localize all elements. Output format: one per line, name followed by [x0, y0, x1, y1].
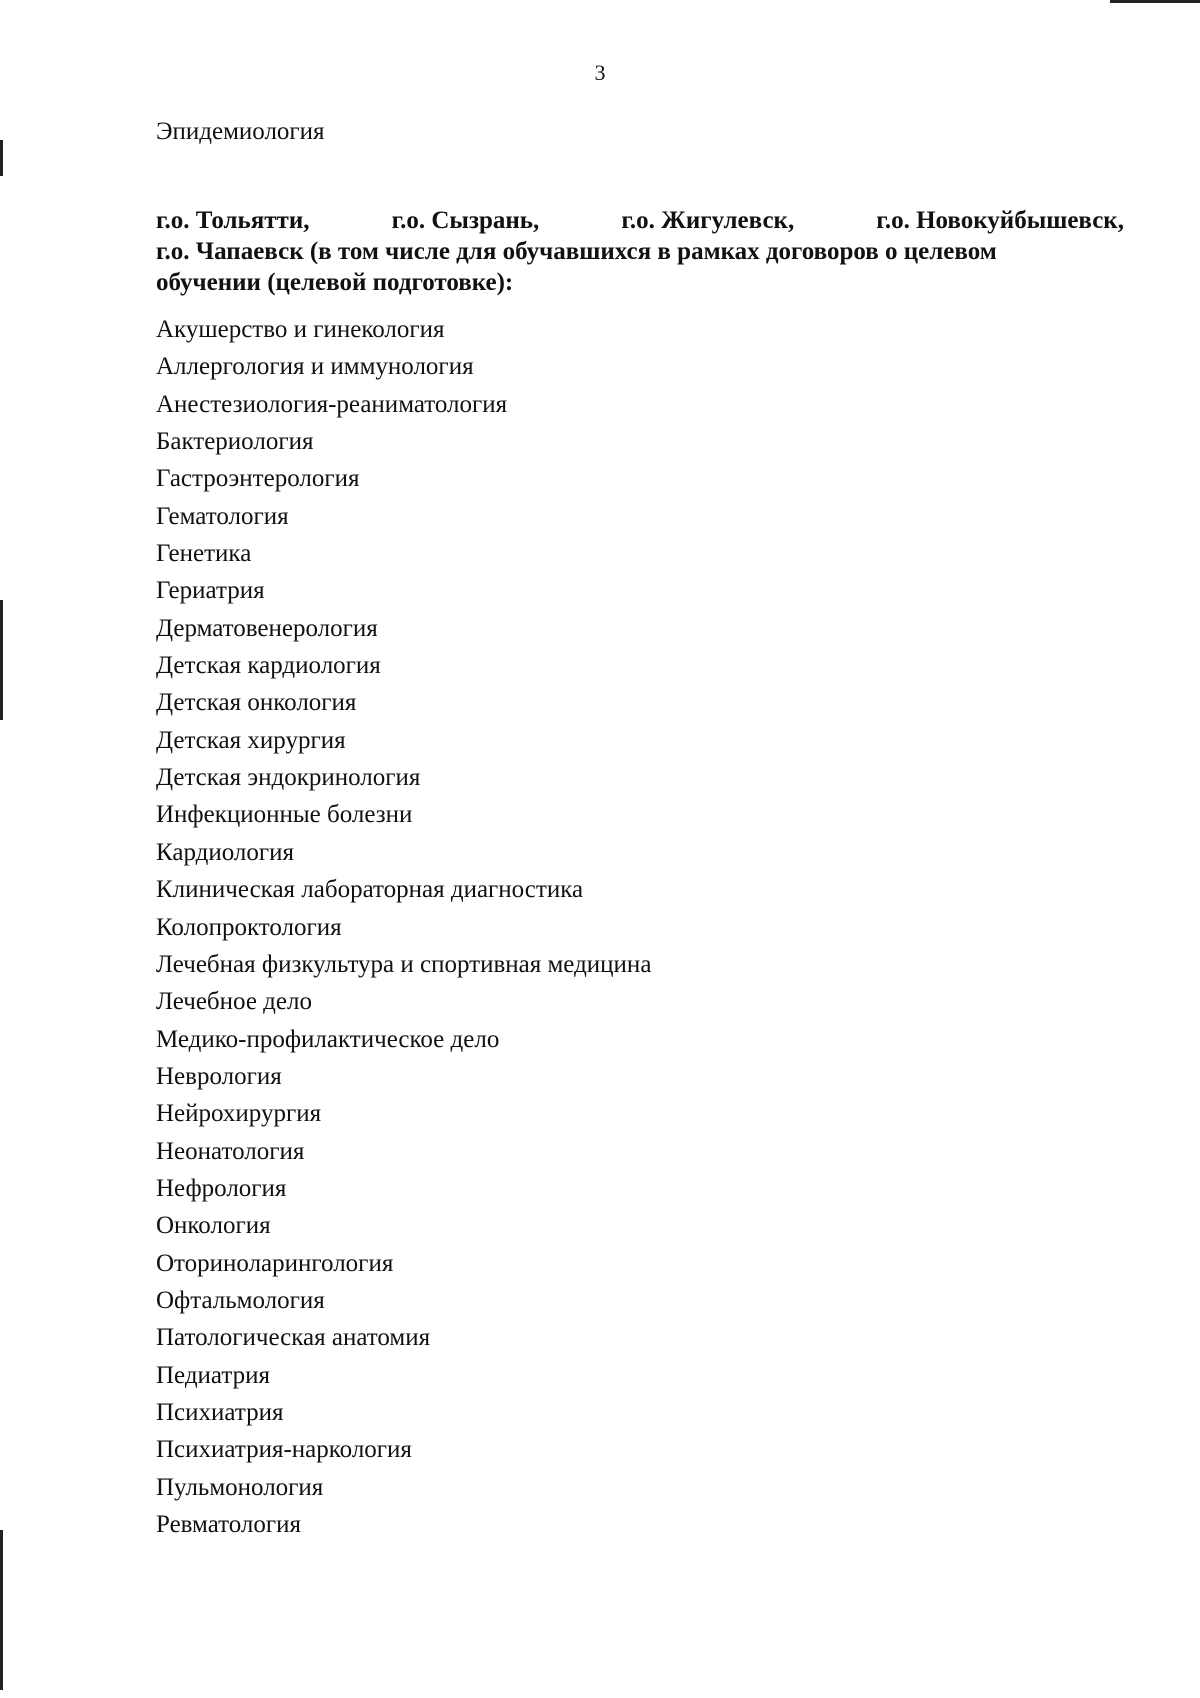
specialty-item: Психиатрия: [156, 1398, 284, 1426]
specialty-item: Колопроктология: [156, 913, 342, 941]
specialty-item: Патологическая анатомия: [156, 1324, 431, 1352]
specialty-item: Онкология: [156, 1212, 271, 1240]
specialty-item: Детская кардиология: [156, 652, 381, 680]
page-number: 3: [594, 60, 606, 85]
specialty-item: Генетика: [156, 540, 252, 568]
specialty-item: Нефрология: [156, 1174, 287, 1202]
specialty-item: Анестезиология-реаниматология: [156, 390, 508, 418]
specialty-item: Неврология: [156, 1062, 282, 1090]
specialty-item: Аллергология и иммунология: [156, 353, 474, 381]
heading-city: г.о. Сызрань,: [391, 207, 540, 234]
specialty-item: Неонатология: [156, 1137, 305, 1165]
specialty-item: Детская онкология: [156, 689, 357, 717]
specialty-item: Педиатрия: [156, 1361, 270, 1389]
specialty-item: Дерматовенерология: [156, 614, 378, 642]
specialty-item: Ревматология: [156, 1511, 302, 1538]
specialty-item: Лечебное дело: [156, 988, 312, 1016]
scan-edge-mark-bottom: [0, 1530, 3, 1690]
specialty-item: Психиатрия-наркология: [156, 1436, 412, 1464]
specialty-item: Детская хирургия: [156, 726, 346, 754]
heading-cities-line: [156, 205, 1124, 236]
specialty-item: Клиническая лабораторная диагностика: [156, 876, 584, 904]
specialty-item: Инфекционные болезни: [156, 801, 413, 829]
scan-edge-mark-middle: [0, 600, 3, 720]
specialty-item: Гематология: [156, 502, 289, 530]
specialty-item: Оториноларингология: [156, 1249, 394, 1277]
scan-edge-mark-top: [0, 140, 3, 176]
specialty-item: Пульмонология: [156, 1473, 324, 1501]
heading-city: г.о. Жигулевск,: [621, 207, 795, 234]
scan-corner-mark: [1110, 0, 1200, 3]
specialty-item: Акушерство и гинекология: [156, 316, 445, 343]
specialty-item: Гериатрия: [156, 577, 265, 605]
specialty-item: Детская эндокринология: [156, 764, 421, 792]
heading-line-2: г.о. Чапаевск (в том числе для обучавшихся в рамках договоров о целевом: [156, 238, 997, 265]
specialty-item: Офтальмология: [156, 1286, 325, 1314]
specialty-item: Медико-профилактическое дело: [156, 1025, 500, 1053]
specialty-item: Бактериология: [156, 428, 314, 456]
specialty-item: Лечебная физкультура и спортивная медицина: [156, 950, 652, 978]
specialty-item: Гастроэнтерология: [156, 465, 360, 493]
heading-line-3: обучении (целевой подготовке):: [156, 269, 514, 296]
specialty-item: Кардиология: [156, 838, 294, 866]
specialty-item: Нейрохирургия: [156, 1100, 322, 1128]
section-title: Эпидемиология: [156, 118, 325, 145]
heading-city: г.о. Тольятти,: [156, 207, 310, 234]
regions-heading: [156, 205, 1124, 298]
specialty-list: [156, 311, 651, 1543]
heading-city: г.о. Новокуйбышевск,: [876, 207, 1124, 234]
